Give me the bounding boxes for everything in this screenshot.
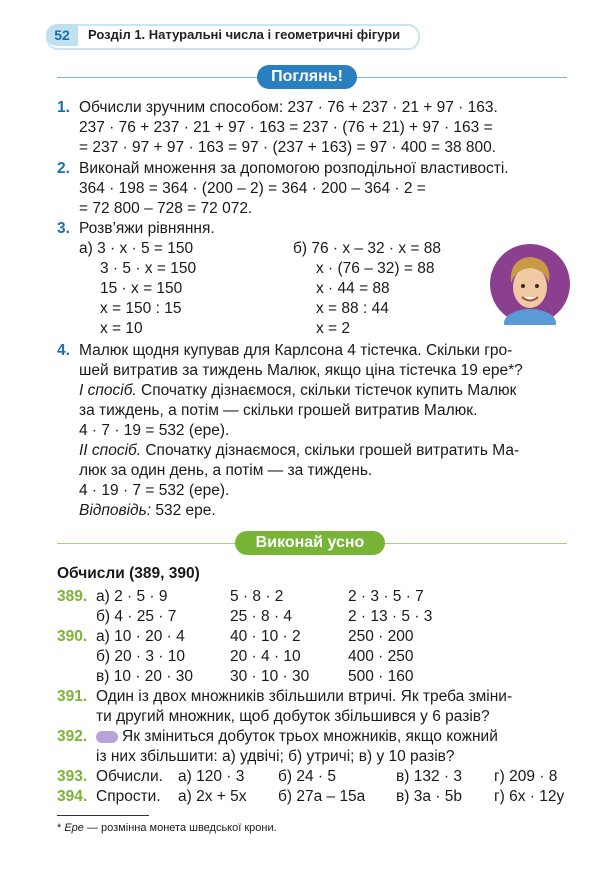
example-text: шей витратив за тиждень Малюк, якщо ціна тістечка 19 ере*? [79, 362, 523, 379]
method-label: I спосіб. [79, 382, 137, 399]
equation-a-line: x = 10 [100, 320, 143, 337]
example-text: Малюк щодня купував для Карлсона 4 тістечка. Скільки гро- [79, 342, 513, 359]
task-number: 393. [57, 768, 88, 785]
answer-text: 532 ере. [151, 502, 216, 519]
footnote-text: — розмінна монета шведської крони. [83, 822, 277, 834]
task-cell: в) 3a · 5b [396, 788, 462, 805]
example-text: Розв’яжи рівняння. [79, 220, 215, 237]
task-cell: а) 2 · 5 · 9 [96, 588, 168, 605]
answer-label: Відповідь: [79, 502, 152, 519]
equation-a-line: 15 · x = 150 [100, 280, 183, 297]
task-cell: в) 10 · 20 · 30 [96, 668, 193, 685]
answer-line [79, 501, 216, 521]
discussion-icon [96, 731, 118, 743]
task-number: 390. [57, 628, 88, 645]
example-text: 4 · 19 · 7 = 532 (ере). [79, 482, 230, 499]
task-text: Один із двох множників збільшили втричі. Як треба зміни- [96, 688, 513, 705]
footnote-rule [57, 815, 149, 816]
example-number: 4. [57, 342, 70, 359]
task-cell: б) 4 · 25 · 7 [96, 608, 177, 625]
example-text: люк за один день, а потім — за тиждень. [79, 462, 373, 479]
chapter-title: Розділ 1. Натуральні числа і геометричні фігури [88, 27, 401, 42]
task-cell: а) 10 · 20 · 4 [96, 628, 185, 645]
task-number: 391. [57, 688, 88, 705]
task-cell: б) 20 · 3 · 10 [96, 648, 185, 665]
example-text: Виконай множення за допомогою розподільної властивості. [79, 160, 509, 177]
example-text: = 72 800 – 728 = 72 072. [79, 200, 253, 217]
equation-b-line: б) 76 · x – 32 · x = 88 [293, 240, 442, 257]
example-text: = 237 · 97 + 97 · 163 = 97 · (237 + 163) = 97 · 400 = 38 800. [79, 139, 497, 156]
task-cell: Обчисли. [96, 768, 163, 785]
equation-b-line: x = 88 : 44 [316, 300, 389, 317]
task-cell: 25 · 8 · 4 [230, 608, 293, 625]
task-text: із них збільшити: а) удвічі; б) утричі; в) у 10 разів? [96, 748, 455, 765]
task-cell: б) 27a – 15a [278, 788, 366, 805]
task-cell: б) 24 · 5 [278, 768, 336, 785]
oral-heading: Обчисли (389, 390) [57, 565, 200, 582]
equation-a-line: а) 3 · x · 5 = 150 [79, 240, 194, 257]
task-cell: а) 2x + 5x [178, 788, 247, 805]
equation-a-line: x = 150 : 15 [100, 300, 182, 317]
task-number: 392. [57, 728, 88, 745]
footnote [57, 821, 277, 835]
example-text [79, 441, 519, 461]
task-cell: 30 · 10 · 30 [230, 668, 310, 685]
example-text: Обчисли зручним способом: 237 · 76 + 237 · 21 + 97 · 163. [79, 99, 498, 116]
task-cell: 2 · 13 · 5 · 3 [348, 608, 433, 625]
example-text: 237 · 76 + 237 · 21 + 97 · 163 = 237 · (76 + 21) + 97 · 163 = [79, 119, 493, 136]
task-cell: 20 · 4 · 10 [230, 648, 301, 665]
look-banner: Поглянь! [257, 65, 357, 89]
page-number: 52 [46, 24, 78, 46]
method-text: Спочатку дізнаємося, скільки грошей витратить Ма- [141, 442, 520, 459]
example-number: 2. [57, 160, 70, 177]
task-number: 394. [57, 788, 88, 805]
task-cell: 5 · 8 · 2 [230, 588, 284, 605]
task-cell: 40 · 10 · 2 [230, 628, 301, 645]
equation-a-line: 3 · 5 · x = 150 [100, 260, 197, 277]
task-text-part: Як зміниться добуток трьох множників, якщо кожний [122, 728, 498, 745]
footnote-mark: * [57, 822, 65, 834]
task-cell: г) 209 · 8 [494, 768, 558, 785]
example-text [79, 381, 516, 401]
equation-b-line: x · (76 – 32) = 88 [316, 260, 435, 277]
equation-b-line: x = 2 [316, 320, 351, 337]
task-cell: 250 · 200 [348, 628, 414, 645]
task-cell: Спрости. [96, 788, 161, 805]
example-text: за тиждень, а потім — скільки грошей витратив Малюк. [79, 402, 478, 419]
task-cell: а) 120 · 3 [178, 768, 245, 785]
method-text: Спочатку дізнаємося, скільки тістечок купить Малюк [136, 382, 517, 399]
child-portrait [489, 243, 571, 325]
task-number: 389. [57, 588, 88, 605]
task-cell: в) 132 · 3 [396, 768, 462, 785]
footnote-term: Ере [64, 822, 84, 834]
task-cell: г) 6x · 12y [494, 788, 565, 805]
example-number: 1. [57, 99, 70, 116]
task-cell: 400 · 250 [348, 648, 414, 665]
example-text: 364 · 198 = 364 · (200 – 2) = 364 · 200 – 364 · 2 = [79, 180, 426, 197]
method-label: II спосіб. [79, 442, 142, 459]
task-cell: 500 · 160 [348, 668, 414, 685]
oral-banner: Виконай усно [235, 531, 385, 555]
equation-b-line: x · 44 = 88 [316, 280, 390, 297]
task-cell: 2 · 3 · 5 · 7 [348, 588, 424, 605]
task-text: ти другий множник, щоб добуток збільшився у 6 разів? [96, 708, 490, 725]
example-text: 4 · 7 · 19 = 532 (ере). [79, 422, 230, 439]
task-text [96, 727, 498, 747]
example-number: 3. [57, 220, 70, 237]
